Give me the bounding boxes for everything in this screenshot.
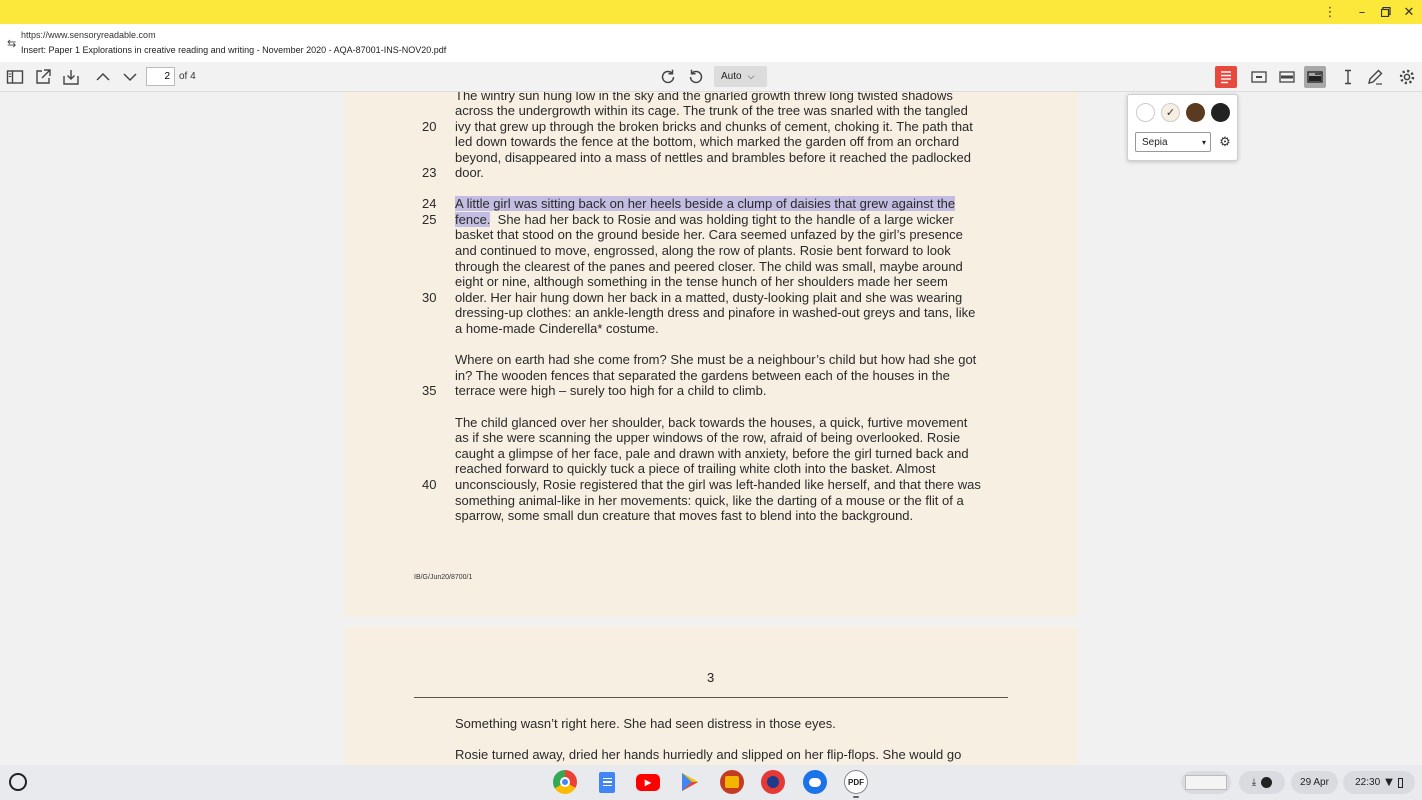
text-line: beyond, disappeared into a mass of nettles and brambles before it reached the padlocked [455, 150, 972, 165]
close-icon[interactable]: ✕ [1403, 4, 1415, 20]
text-line: terrace were high – surely too high for a child to climb. [455, 383, 767, 398]
page-number-input[interactable] [146, 67, 175, 86]
os-shelf [0, 765, 1422, 800]
rotate-counterclockwise-icon[interactable] [685, 66, 707, 88]
chevron-up-icon[interactable] [92, 66, 114, 88]
brown-swatch[interactable] [1186, 103, 1205, 122]
text-line: through the clearest of the panes and peered closer. The child was small, maybe around [455, 259, 963, 274]
app-icon[interactable] [720, 770, 744, 794]
restore-icon[interactable] [1376, 2, 1396, 22]
date-label: 29 Apr [1300, 777, 1329, 788]
sidebar-toggle-icon[interactable] [4, 66, 26, 88]
highlighted-text[interactable]: A little girl was sitting back on her heels beside a clump of daisies that grew against the [455, 196, 956, 211]
text-line: dressing-up clothes: an ankle-length dress and pinafore in washed-out greys and tans, like [455, 305, 976, 320]
theme-value: Sepia [1142, 136, 1168, 148]
line-number: 25 [422, 212, 437, 227]
text-span: She had her back to Rosie and was holding tight to the handle of a large wicker [497, 212, 954, 227]
line-number: 24 [422, 196, 437, 211]
theme-select[interactable] [1135, 132, 1211, 152]
text-cursor-icon[interactable] [1337, 66, 1359, 88]
page-divider [414, 697, 1008, 698]
chevron-down-icon: ⌵ [747, 71, 755, 82]
text-line: eight or nine, although something in the tense hunch of her shoulders made her seem [455, 274, 948, 289]
document-viewport[interactable] [0, 92, 1422, 765]
time-label: 22:30 [1355, 777, 1381, 788]
text-line: a home-made Cinderella* costume. [455, 321, 659, 336]
page-footer-code: IB/G/Jun20/8700/1 [414, 574, 473, 581]
text-line: door. [455, 165, 484, 180]
downloads-tray[interactable] [1239, 771, 1285, 794]
pdf-page-3 [344, 626, 1078, 765]
text-line: Where on earth had she come from? She must be a neighbour’s child but how had she got [455, 352, 977, 367]
site-settings-icon[interactable]: ⇆ [7, 37, 17, 50]
text-line: The child glanced over her shoulder, back towards the houses, a quick, furtive movement [455, 415, 968, 430]
chevron-down-icon: ▾ [1201, 137, 1206, 147]
app-icon[interactable] [761, 770, 785, 794]
tote-thumbnail[interactable] [1181, 771, 1231, 794]
active-app-indicator [853, 796, 859, 798]
minimize-icon[interactable]: – [1358, 4, 1366, 20]
text-line: basket that stood on the ground beside her. Cara seemed unfazed by the girl’s presence [455, 227, 963, 242]
text-line: ivy that grew up through the broken bricks and chunks of cement, choking it. The path that [455, 119, 973, 134]
kebab-menu-icon[interactable]: ⋮ [1323, 4, 1337, 20]
sepia-swatch[interactable] [1161, 103, 1180, 122]
fit-width-icon[interactable] [1276, 66, 1298, 88]
black-swatch[interactable] [1211, 103, 1230, 122]
docs-icon[interactable] [595, 770, 619, 794]
download-icon[interactable] [60, 66, 82, 88]
play-store-icon[interactable] [678, 770, 702, 794]
white-swatch[interactable] [1136, 103, 1155, 122]
page-total-label: of 4 [179, 71, 196, 82]
text-line: caught a glimpse of her face, pale and drawn with anxiety, before the girl turned back and [455, 446, 969, 461]
page-url[interactable]: https://www.sensoryreadable.com [21, 30, 156, 40]
text-line: older. Her hair hung down her back in a matted, dusty-looking plait and she was wearing [455, 290, 963, 305]
text-line: led down towards the fence at the bottom, which marked the garden off from an orchard [455, 134, 960, 149]
zoom-select[interactable] [714, 66, 767, 87]
notification-icon [1261, 777, 1272, 788]
line-number: 20 [422, 119, 437, 134]
status-tray[interactable] [1343, 771, 1415, 794]
launcher-icon[interactable] [9, 773, 27, 791]
title-bar [0, 0, 1422, 24]
youtube-icon[interactable]: ▶ [636, 770, 660, 794]
address-bar [0, 24, 1422, 62]
text-line [455, 212, 954, 228]
line-number: 23 [422, 165, 437, 180]
settings-gear-icon[interactable] [1396, 66, 1418, 88]
download-icon: ⤓ [1251, 777, 1257, 788]
line-number: 30 [422, 290, 437, 305]
text-line: Rosie turned away, dried her hands hurriedly and slipped on her flip-flops. She would go [455, 747, 962, 762]
line-number: 40 [422, 477, 437, 492]
document-title: Insert: Paper 1 Explorations in creative reading and writing - November 2020 - AQA-87001-INS-NOV20.pdf [21, 45, 447, 55]
text-line: and continued to move, engrossed, along the row of plants. Rosie bent forward to look [455, 243, 951, 258]
checkmark-icon: ✓ [1165, 106, 1176, 119]
pdf-page-2 [344, 92, 1078, 617]
reading-mode-icon[interactable] [1215, 66, 1237, 88]
rotate-clockwise-icon[interactable] [657, 66, 679, 88]
pen-icon[interactable] [1364, 66, 1386, 88]
text-line: sparrow, some small dun creature that moves fast to blend into the background. [455, 508, 914, 523]
highlighted-text[interactable]: fence. [455, 212, 491, 227]
chevron-down-icon[interactable] [119, 66, 141, 88]
zoom-value: Auto [721, 71, 742, 82]
text-line: as if she were scanning the upper windows of the row, afraid of being overlooked. Rosie [455, 430, 961, 445]
overlay-icon[interactable] [1304, 66, 1326, 88]
fit-page-icon[interactable] [1248, 66, 1270, 88]
chrome-icon[interactable] [553, 770, 577, 794]
text-line: unconsciously, Rosie registered that the girl was left-handed like herself, and that there was [455, 477, 981, 492]
text-line: across the undergrowth within its cage. The trunk of the tree was snarled with the tangled [455, 103, 968, 118]
text-line: reached forward to quickly tuck a piece of trailing white cloth into the basket. Almost [455, 461, 936, 476]
line-number: 35 [422, 383, 437, 398]
date-display[interactable] [1291, 771, 1338, 794]
open-external-icon[interactable] [32, 66, 54, 88]
messages-icon[interactable] [803, 770, 827, 794]
wifi-icon: ▼ [1385, 777, 1393, 788]
text-line: The wintry sun hung low in the sky and the gnarled growth threw long twisted shadows [455, 92, 953, 103]
color-theme-popup [1127, 94, 1238, 161]
text-line: something animal-like in her movements: quick, like the darting of a mouse or the flit of a [455, 493, 964, 508]
pdf-reader-icon[interactable]: PDF [844, 770, 868, 794]
text-line: Something wasn’t right here. She had seen distress in those eyes. [455, 716, 836, 731]
page-number: 3 [707, 670, 715, 685]
text-line [455, 196, 955, 212]
text-line: in? The wooden fences that separated the gardens between each of the houses in the [455, 368, 950, 383]
battery-icon [1398, 778, 1403, 788]
theme-settings-icon[interactable]: ⚙ [1219, 134, 1231, 150]
pdf-toolbar [0, 62, 1422, 92]
